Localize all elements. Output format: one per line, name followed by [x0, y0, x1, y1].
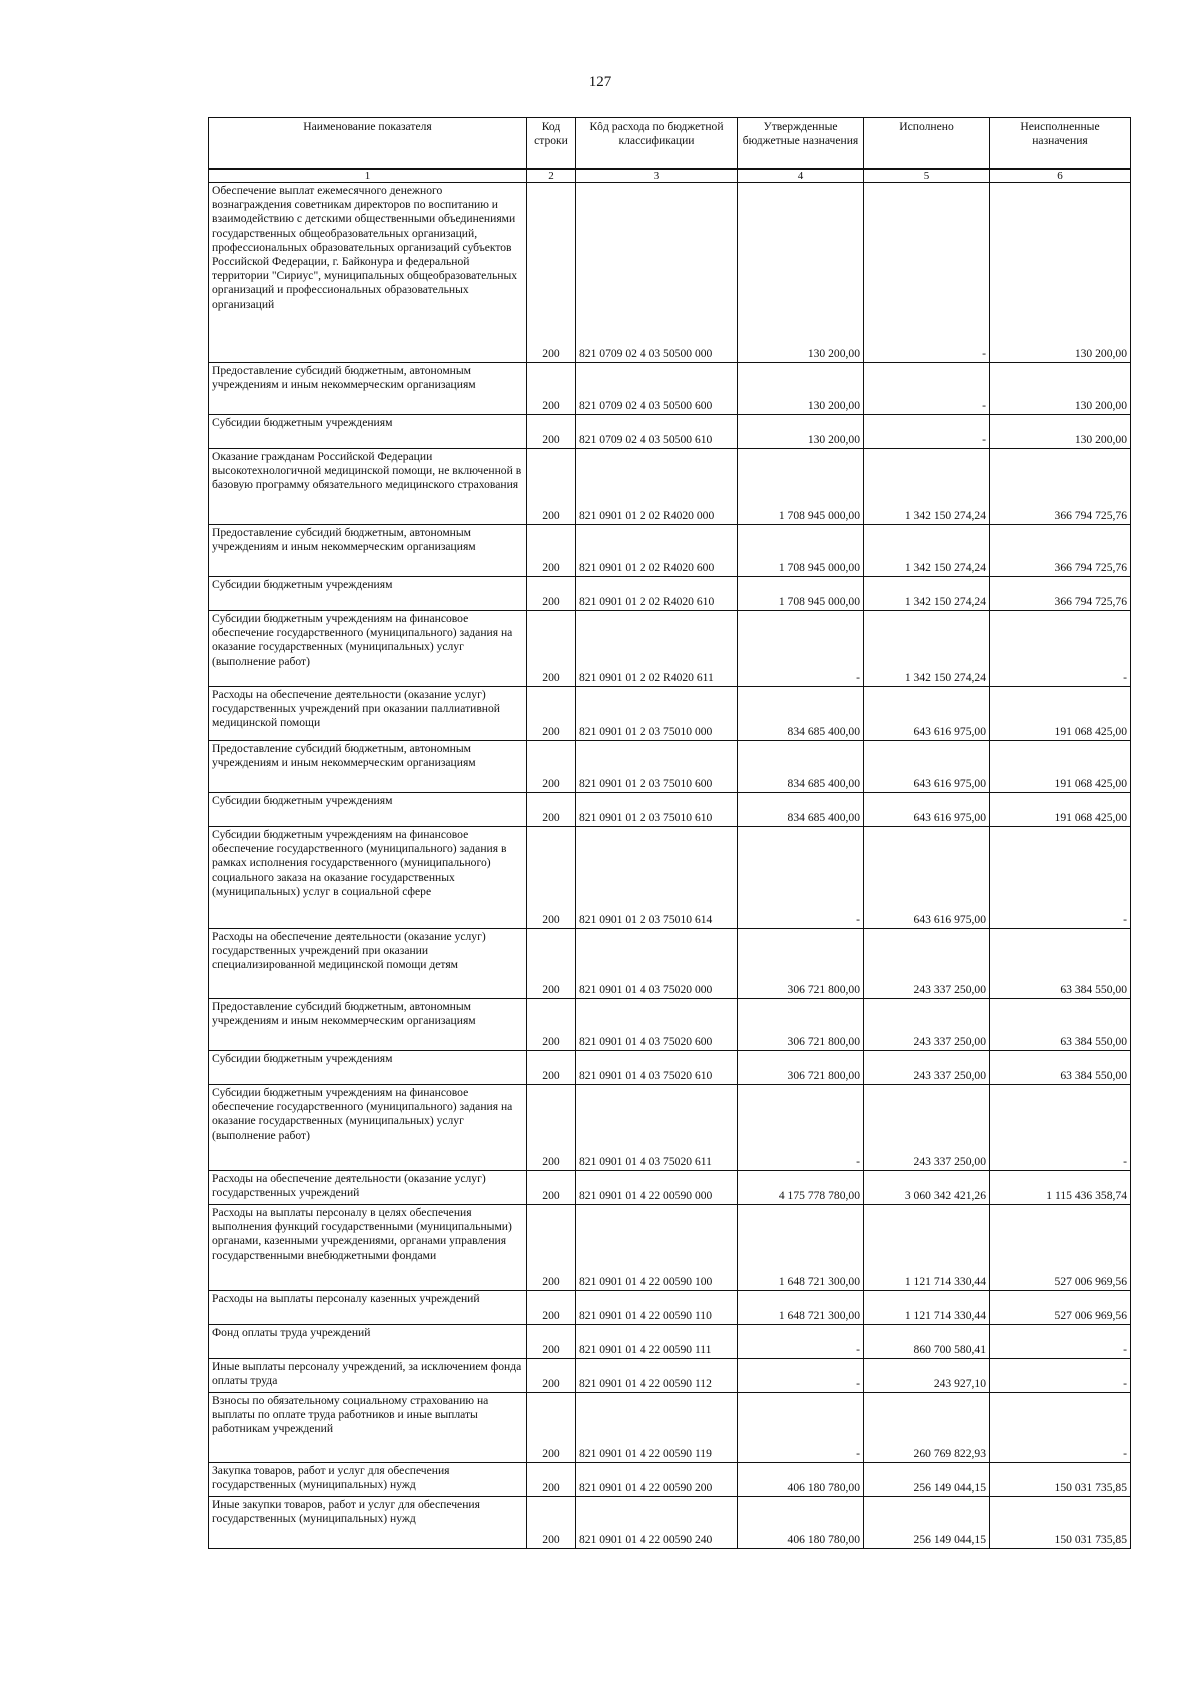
approved-amount: 130 200,00	[738, 363, 864, 415]
unexecuted-amount: 366 794 725,76	[990, 577, 1131, 611]
indicator-name: Фонд оплаты труда учреждений	[209, 1325, 527, 1359]
indicator-name: Расходы на обеспечение деятельности (оказание услуг) государственных учреждений при оказании паллиативной медицинской помощи	[209, 687, 527, 741]
table-row	[209, 1497, 1131, 1549]
row-code: 200	[527, 1463, 576, 1497]
unexecuted-amount: 150 031 735,85	[990, 1463, 1131, 1497]
indicator-name: Расходы на обеспечение деятельности (оказание услуг) государственных учреждений при оказании специализированной медицинской помощи детям	[209, 929, 527, 999]
budget-classification-code: 821 0901 01 2 03 75010 614	[576, 827, 738, 929]
table-row	[209, 999, 1131, 1051]
header-budget-classification: Кôд расхода по бюджетной классификации	[576, 118, 738, 170]
table-row	[209, 1359, 1131, 1393]
approved-amount: 306 721 800,00	[738, 1051, 864, 1085]
budget-classification-code: 821 0901 01 4 22 00590 111	[576, 1325, 738, 1359]
executed-amount: -	[864, 183, 990, 363]
table-row	[209, 449, 1131, 525]
approved-amount: 406 180 780,00	[738, 1497, 864, 1549]
budget-classification-code: 821 0901 01 4 22 00590 240	[576, 1497, 738, 1549]
table-row	[209, 577, 1131, 611]
unexecuted-amount: 63 384 550,00	[990, 1051, 1131, 1085]
approved-amount: -	[738, 1359, 864, 1393]
executed-amount: 643 616 975,00	[864, 827, 990, 929]
column-number: 4	[738, 169, 864, 183]
header-row-code: Код строки	[527, 118, 576, 170]
approved-amount: 130 200,00	[738, 415, 864, 449]
approved-amount: 1 648 721 300,00	[738, 1205, 864, 1291]
unexecuted-amount: -	[990, 1393, 1131, 1463]
budget-classification-code: 821 0901 01 4 22 00590 200	[576, 1463, 738, 1497]
unexecuted-amount: -	[990, 1325, 1131, 1359]
unexecuted-amount: 366 794 725,76	[990, 525, 1131, 577]
table-row	[209, 827, 1131, 929]
unexecuted-amount: 191 068 425,00	[990, 793, 1131, 827]
table-row	[209, 1205, 1131, 1291]
header-unexecuted: Неисполненные назначения	[990, 118, 1131, 170]
executed-amount: 243 927,10	[864, 1359, 990, 1393]
indicator-name: Субсидии бюджетным учреждениям на финансовое обеспечение государственного (муниципального) задания в рамках исполнения государственного (муниципального) социального заказа на оказание государственных (муниципальных) услуг в социальной сфере	[209, 827, 527, 929]
approved-amount: -	[738, 1325, 864, 1359]
row-code: 200	[527, 1171, 576, 1205]
table-row	[209, 1291, 1131, 1325]
approved-amount: 1 708 945 000,00	[738, 449, 864, 525]
unexecuted-amount: -	[990, 827, 1131, 929]
table-row	[209, 1085, 1131, 1171]
budget-classification-code: 821 0901 01 4 22 00590 110	[576, 1291, 738, 1325]
unexecuted-amount: 130 200,00	[990, 183, 1131, 363]
approved-amount: -	[738, 827, 864, 929]
budget-classification-code: 821 0901 01 4 22 00590 119	[576, 1393, 738, 1463]
indicator-name: Расходы на выплаты персоналу в целях обеспечения выполнения функций государственными (муниципальными) органами, казенными учреждениями, органами управления государственными внебюджетными фондами	[209, 1205, 527, 1291]
table-row	[209, 415, 1131, 449]
executed-amount: 1 342 150 274,24	[864, 525, 990, 577]
executed-amount: 1 121 714 330,44	[864, 1205, 990, 1291]
budget-classification-code: 821 0901 01 4 03 75020 000	[576, 929, 738, 999]
approved-amount: 306 721 800,00	[738, 929, 864, 999]
unexecuted-amount: 63 384 550,00	[990, 929, 1131, 999]
indicator-name: Обеспечение выплат ежемесячного денежного вознаграждения советникам директоров по воспитанию и взаимодействию с детскими общественными объединениями государственных общеобразовательных организаций, профессиональных образовательных организаций субъектов Российской Федерации, г. Байконура и федеральной территории "Сириус", муниципальных общеобразовательных организаций и профессиональных образовательных организаций	[209, 183, 527, 363]
approved-amount: 834 685 400,00	[738, 793, 864, 827]
row-code: 200	[527, 415, 576, 449]
header-approved: Утвержденные бюджетные назначения	[738, 118, 864, 170]
column-number: 3	[576, 169, 738, 183]
indicator-name: Закупка товаров, работ и услуг для обеспечения государственных (муниципальных) нужд	[209, 1463, 527, 1497]
row-code: 200	[527, 1497, 576, 1549]
approved-amount: 1 708 945 000,00	[738, 577, 864, 611]
column-number: 1	[209, 169, 527, 183]
indicator-name: Иные закупки товаров, работ и услуг для обеспечения государственных (муниципальных) нужд	[209, 1497, 527, 1549]
executed-amount: 256 149 044,15	[864, 1497, 990, 1549]
table-row	[209, 1325, 1131, 1359]
approved-amount: 4 175 778 780,00	[738, 1171, 864, 1205]
row-code: 200	[527, 525, 576, 577]
table-row	[209, 687, 1131, 741]
row-code: 200	[527, 1291, 576, 1325]
unexecuted-amount: 130 200,00	[990, 363, 1131, 415]
executed-amount: 1 342 150 274,24	[864, 577, 990, 611]
budget-classification-code: 821 0901 01 4 03 75020 611	[576, 1085, 738, 1171]
unexecuted-amount: 130 200,00	[990, 415, 1131, 449]
table-row	[209, 1171, 1131, 1205]
executed-amount: 243 337 250,00	[864, 999, 990, 1051]
budget-classification-code: 821 0901 01 2 03 75010 000	[576, 687, 738, 741]
executed-amount: 3 060 342 421,26	[864, 1171, 990, 1205]
indicator-name: Оказание гражданам Российской Федерации высокотехнологичной медицинской помощи, не включенной в базовую программу обязательного медицинского страхования	[209, 449, 527, 525]
indicator-name: Субсидии бюджетным учреждениям	[209, 793, 527, 827]
row-code: 200	[527, 449, 576, 525]
approved-amount: -	[738, 1085, 864, 1171]
budget-classification-code: 821 0901 01 2 02 R4020 000	[576, 449, 738, 525]
table-row	[209, 1051, 1131, 1085]
approved-amount: 1 648 721 300,00	[738, 1291, 864, 1325]
approved-amount: -	[738, 1393, 864, 1463]
row-code: 200	[527, 1325, 576, 1359]
indicator-name: Субсидии бюджетным учреждениям на финансовое обеспечение государственного (муниципального) задания на оказание государственных (муниципальных) услуг (выполнение работ)	[209, 1085, 527, 1171]
executed-amount: -	[864, 415, 990, 449]
budget-classification-code: 821 0901 01 4 22 00590 112	[576, 1359, 738, 1393]
executed-amount: 643 616 975,00	[864, 687, 990, 741]
table-row	[209, 1393, 1131, 1463]
column-number: 6	[990, 169, 1131, 183]
approved-amount: 834 685 400,00	[738, 741, 864, 793]
column-number-row	[209, 169, 1131, 183]
unexecuted-amount: 527 006 969,56	[990, 1205, 1131, 1291]
executed-amount: 860 700 580,41	[864, 1325, 990, 1359]
unexecuted-amount: -	[990, 1085, 1131, 1171]
executed-amount: 1 121 714 330,44	[864, 1291, 990, 1325]
executed-amount: 643 616 975,00	[864, 793, 990, 827]
unexecuted-amount: 63 384 550,00	[990, 999, 1131, 1051]
row-code: 200	[527, 793, 576, 827]
indicator-name: Субсидии бюджетным учреждениям на финансовое обеспечение государственного (муниципального) задания на оказание государственных (муниципальных) услуг (выполнение работ)	[209, 611, 527, 687]
budget-classification-code: 821 0901 01 4 22 00590 000	[576, 1171, 738, 1205]
row-code: 200	[527, 741, 576, 793]
unexecuted-amount: -	[990, 611, 1131, 687]
executed-amount: 243 337 250,00	[864, 1051, 990, 1085]
indicator-name: Взносы по обязательному социальному страхованию на выплаты по оплате труда работников и иные выплаты работникам учреждений	[209, 1393, 527, 1463]
budget-classification-code: 821 0709 02 4 03 50500 000	[576, 183, 738, 363]
row-code: 200	[527, 1359, 576, 1393]
row-code: 200	[527, 929, 576, 999]
row-code: 200	[527, 1051, 576, 1085]
budget-classification-code: 821 0901 01 4 03 75020 600	[576, 999, 738, 1051]
budget-classification-code: 821 0709 02 4 03 50500 610	[576, 415, 738, 449]
approved-amount: 834 685 400,00	[738, 687, 864, 741]
executed-amount: -	[864, 363, 990, 415]
row-code: 200	[527, 363, 576, 415]
executed-amount: 256 149 044,15	[864, 1463, 990, 1497]
unexecuted-amount: 366 794 725,76	[990, 449, 1131, 525]
executed-amount: 1 342 150 274,24	[864, 449, 990, 525]
executed-amount: 643 616 975,00	[864, 741, 990, 793]
budget-classification-code: 821 0709 02 4 03 50500 600	[576, 363, 738, 415]
budget-classification-code: 821 0901 01 2 02 R4020 611	[576, 611, 738, 687]
unexecuted-amount: 527 006 969,56	[990, 1291, 1131, 1325]
column-number: 2	[527, 169, 576, 183]
budget-classification-code: 821 0901 01 4 03 75020 610	[576, 1051, 738, 1085]
budget-classification-code: 821 0901 01 2 02 R4020 600	[576, 525, 738, 577]
executed-amount: 260 769 822,93	[864, 1393, 990, 1463]
table-row	[209, 1463, 1131, 1497]
indicator-name: Предоставление субсидий бюджетным, автономным учреждениям и иным некоммерческим организациям	[209, 999, 527, 1051]
indicator-name: Предоставление субсидий бюджетным, автономным учреждениям и иным некоммерческим организациям	[209, 363, 527, 415]
unexecuted-amount: 191 068 425,00	[990, 687, 1131, 741]
indicator-name: Предоставление субсидий бюджетным, автономным учреждениям и иным некоммерческим организациям	[209, 741, 527, 793]
table-row	[209, 363, 1131, 415]
column-number: 5	[864, 169, 990, 183]
row-code: 200	[527, 611, 576, 687]
table-row	[209, 741, 1131, 793]
approved-amount: 306 721 800,00	[738, 999, 864, 1051]
indicator-name: Субсидии бюджетным учреждениям	[209, 577, 527, 611]
unexecuted-amount: 150 031 735,85	[990, 1497, 1131, 1549]
unexecuted-amount: 1 115 436 358,74	[990, 1171, 1131, 1205]
budget-classification-code: 821 0901 01 2 03 75010 600	[576, 741, 738, 793]
header-executed: Исполнено	[864, 118, 990, 170]
row-code: 200	[527, 1393, 576, 1463]
table-row	[209, 929, 1131, 999]
row-code: 200	[527, 687, 576, 741]
table-row	[209, 525, 1131, 577]
row-code: 200	[527, 1085, 576, 1171]
indicator-name: Расходы на обеспечение деятельности (оказание услуг) государственных учреждений	[209, 1171, 527, 1205]
budget-execution-table	[208, 117, 1131, 1549]
executed-amount: 243 337 250,00	[864, 929, 990, 999]
page-number: 127	[588, 74, 612, 90]
unexecuted-amount: -	[990, 1359, 1131, 1393]
indicator-name: Расходы на выплаты персоналу казенных учреждений	[209, 1291, 527, 1325]
row-code: 200	[527, 999, 576, 1051]
table-row	[209, 611, 1131, 687]
table-row	[209, 793, 1131, 827]
row-code: 200	[527, 183, 576, 363]
approved-amount: -	[738, 611, 864, 687]
budget-classification-code: 821 0901 01 4 22 00590 100	[576, 1205, 738, 1291]
unexecuted-amount: 191 068 425,00	[990, 741, 1131, 793]
indicator-name: Иные выплаты персоналу учреждений, за исключением фонда оплаты труда	[209, 1359, 527, 1393]
table-header-row	[209, 118, 1131, 170]
row-code: 200	[527, 1205, 576, 1291]
header-indicator-name: Наименование показателя	[209, 118, 527, 170]
indicator-name: Субсидии бюджетным учреждениям	[209, 415, 527, 449]
approved-amount: 130 200,00	[738, 183, 864, 363]
executed-amount: 243 337 250,00	[864, 1085, 990, 1171]
approved-amount: 406 180 780,00	[738, 1463, 864, 1497]
budget-classification-code: 821 0901 01 2 03 75010 610	[576, 793, 738, 827]
budget-classification-code: 821 0901 01 2 02 R4020 610	[576, 577, 738, 611]
table-row	[209, 183, 1131, 363]
indicator-name: Субсидии бюджетным учреждениям	[209, 1051, 527, 1085]
row-code: 200	[527, 577, 576, 611]
executed-amount: 1 342 150 274,24	[864, 611, 990, 687]
approved-amount: 1 708 945 000,00	[738, 525, 864, 577]
row-code: 200	[527, 827, 576, 929]
indicator-name: Предоставление субсидий бюджетным, автономным учреждениям и иным некоммерческим организациям	[209, 525, 527, 577]
